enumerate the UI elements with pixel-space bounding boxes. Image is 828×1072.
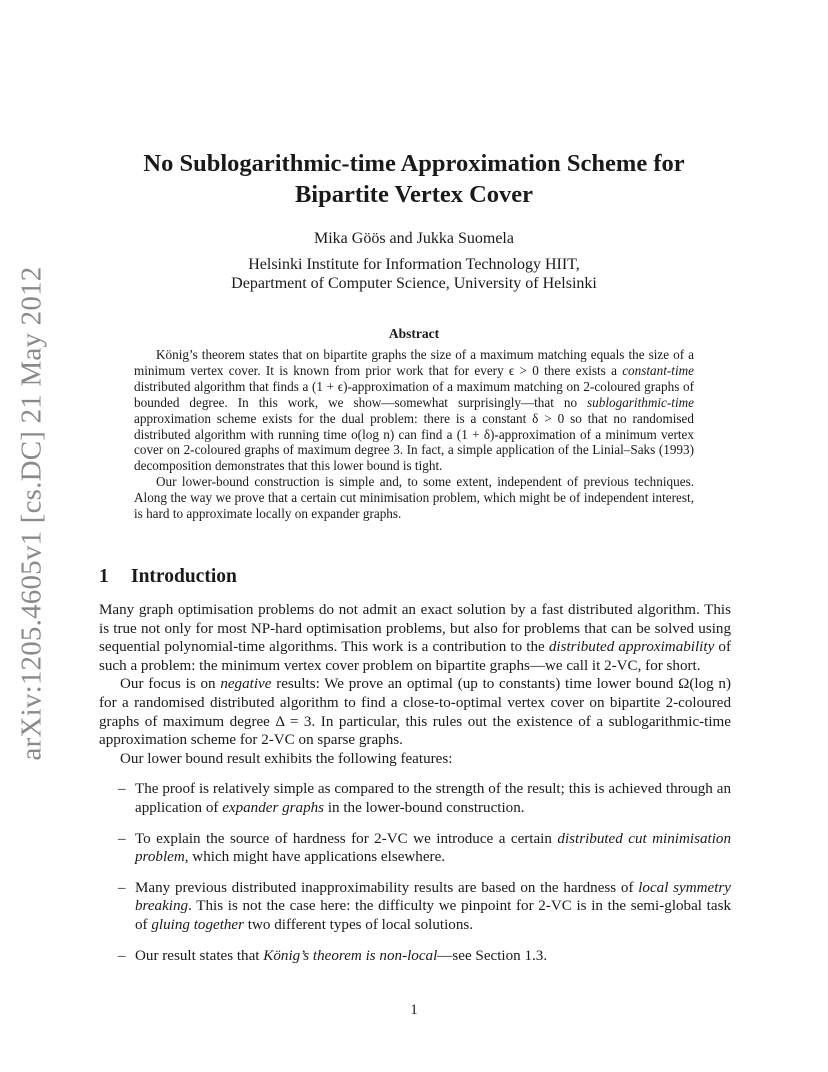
section-number: 1	[99, 566, 109, 587]
list-item-text: Our result states that	[135, 947, 264, 964]
list-item-emphasis-2: gluing together	[151, 916, 245, 933]
list-item-text: Many previous distributed inapproximability results are based on the hardness of	[135, 879, 639, 896]
list-item-emphasis: local symmetry breaking	[135, 879, 731, 915]
abstract-p1-emphasis-2: sublogarithmic-time	[587, 394, 694, 410]
arxiv-stamp-text: arXiv:1205.4605v1 [cs.DC] 21 May 2012	[15, 266, 48, 760]
bullet-dash: –	[118, 781, 126, 798]
list-item-emphasis: expander graphs	[222, 799, 325, 816]
abstract-paragraph-2: Our lower-bound construction is simple and, to some extent, independent of previous techniques. Along the way we prove that a certain cut minimisation problem, which might be of independent interest, is hard to approximate locally on expander graphs.	[134, 474, 694, 522]
body-p2-emphasis: negative	[220, 676, 272, 693]
list-item-text: , which might have applications elsewhere.	[184, 849, 446, 866]
section-title: Introduction	[131, 566, 237, 587]
body-p2-text-b: results: We prove an optimal (up to constants) time lower bound Ω(log n) for a randomised distributed algorithm to find a close-to-optimal vertex cover on bipartite 2-coloured graphs of maximum degree Δ = 3. In particular, this rules out the existence of a sublogarithmic-time approximation scheme for 2-VC on sparse graphs.	[99, 676, 731, 749]
list-item-text: To explain the source of hardness for 2-VC we introduce a certain	[135, 830, 558, 847]
list-item-text: The proof is relatively simple as compared to the strength of the result; this is achieved through an application of	[135, 781, 731, 816]
abstract-p1-text-b: distributed algorithm that finds a (1 + ϵ)-approximation of a maximum matching on 2-coloured graphs of bounded degree. In this work, we show—somewhat surprisingly—that no	[134, 378, 694, 410]
bullet-dash: –	[118, 830, 126, 847]
list-item-text: —see Section 1.3.	[437, 947, 548, 964]
feature-list	[99, 780, 731, 965]
body-p1-text-b: of such a problem: the minimum vertex cover problem on bipartite graphs—we call it 2-VC, for short.	[99, 639, 731, 674]
paper-title	[0, 148, 828, 210]
abstract-heading: Abstract	[388, 326, 440, 341]
abstract-body	[134, 347, 694, 522]
abstract-p1-emphasis-1: constant-time	[622, 362, 694, 378]
abstract-p1-text-a: König’s theorem states that on bipartite graphs the size of a maximum matching equals the size of a minimum vertex cover. It is known from prior work that for every ϵ > 0 there exists a	[134, 347, 694, 378]
list-item	[99, 780, 731, 817]
bullet-dash: –	[118, 879, 126, 896]
body-paragraph-3: Our lower bound result exhibits the following features:	[120, 750, 453, 767]
section-heading	[99, 566, 237, 588]
list-item-emphasis: distributed cut minimisation problem	[135, 830, 731, 866]
body-paragraph-1	[99, 601, 731, 675]
list-item	[99, 879, 731, 935]
list-item-text: . This is not the case here: the difficulty we pinpoint for 2-VC is in the semi-global task of	[135, 898, 731, 933]
title-line-2: Bipartite Vertex Cover	[294, 181, 534, 208]
list-item	[99, 830, 731, 867]
title-line-1: No Sublogarithmic-time Approximation Scheme for	[143, 150, 685, 177]
abstract-p1-text-c: approximation scheme exists for the dual problem: there is a constant δ > 0 so that no randomised distributed algorithm with running time o(log n) can find a (1 + δ)-approximation of a minimum vertex cover on 2-coloured graphs of maximum degree 3. In fact, a simple application of the Linial–Saks (1993) decomposition demonstrates that this lower bound is tight.	[134, 410, 694, 474]
page-number: 1	[410, 1002, 418, 1018]
list-item-text: two different types of local solutions.	[244, 916, 474, 933]
body-paragraph-2	[99, 675, 731, 749]
body-p1-text-a: Many graph optimisation problems do not admit an exact solution by a fast distributed algorithm. This is true not only for most NP-hard optimisation problems, but also for problems that can be solved using sequential polynomial-time algorithms. This work is a contribution to the	[99, 602, 731, 656]
affiliation	[0, 255, 828, 293]
list-item-emphasis: König’s theorem is non-local	[263, 947, 438, 964]
abstract-paragraph-1	[134, 347, 694, 474]
affiliation-line-2: Department of Computer Science, University of Helsinki	[231, 275, 597, 292]
affiliation-line-1: Helsinki Institute for Information Technology HIIT,	[248, 256, 580, 273]
body-p2-text-a: Our focus is on	[120, 676, 221, 693]
list-item	[99, 947, 731, 966]
bullet-dash: –	[118, 947, 126, 964]
authors: Mika Göös and Jukka Suomela	[314, 230, 514, 247]
body-text	[99, 601, 731, 977]
arxiv-stamp	[10, 266, 54, 760]
body-p1-emphasis: distributed approximability	[548, 639, 715, 656]
list-item-text: in the lower-bound construction.	[324, 799, 525, 816]
